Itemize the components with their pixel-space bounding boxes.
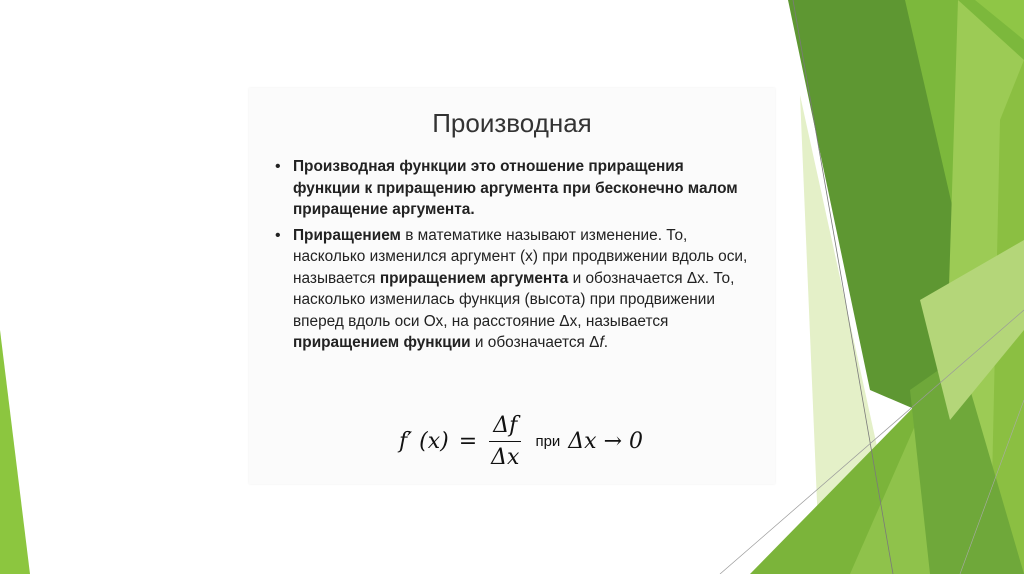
formula-equals: = <box>458 428 478 454</box>
bullet-dot-icon: • <box>275 226 281 244</box>
slide-title: Производная <box>432 108 592 138</box>
formula-numerator: Δf <box>489 413 521 442</box>
increment-text-3: и обозначается Δ <box>470 334 600 351</box>
term-increment: Приращением <box>293 226 401 244</box>
increment-text-end: . <box>603 334 608 351</box>
bullet-list <box>273 156 753 358</box>
bullet-item-increment <box>273 225 753 354</box>
formula-denominator: Δx <box>491 444 520 470</box>
definition-text: Производная функции это отношение приращения функции к приращению аргумента при бесконечно малом приращение аргумента. <box>293 158 738 218</box>
formula-fraction <box>487 413 523 470</box>
increment-text-1: в математике называют изменение. То, насколько изменился аргумент (х) при продвижении вдоль оси, называется <box>293 226 748 287</box>
formula-lhs: f′ (x) <box>399 428 449 454</box>
green-left-strip <box>0 330 30 574</box>
bullet-dot-icon: • <box>275 158 281 175</box>
term-argument-increment: приращением аргумента <box>379 269 569 287</box>
formula-word: при <box>535 432 561 450</box>
increment-text-2: и обозначается Δx. То, насколько изменилась функция (высота) при продвижении вперед вдоль оси Ох, на расстояние Δx, называется <box>293 269 735 330</box>
slide-content-card <box>249 88 775 484</box>
bullet-item-definition <box>273 156 753 221</box>
increment-f-symbol: f <box>599 334 604 351</box>
derivative-formula <box>399 414 643 468</box>
term-function-increment: приращением функции <box>293 334 471 351</box>
formula-condition: Δx → 0 <box>568 428 644 454</box>
